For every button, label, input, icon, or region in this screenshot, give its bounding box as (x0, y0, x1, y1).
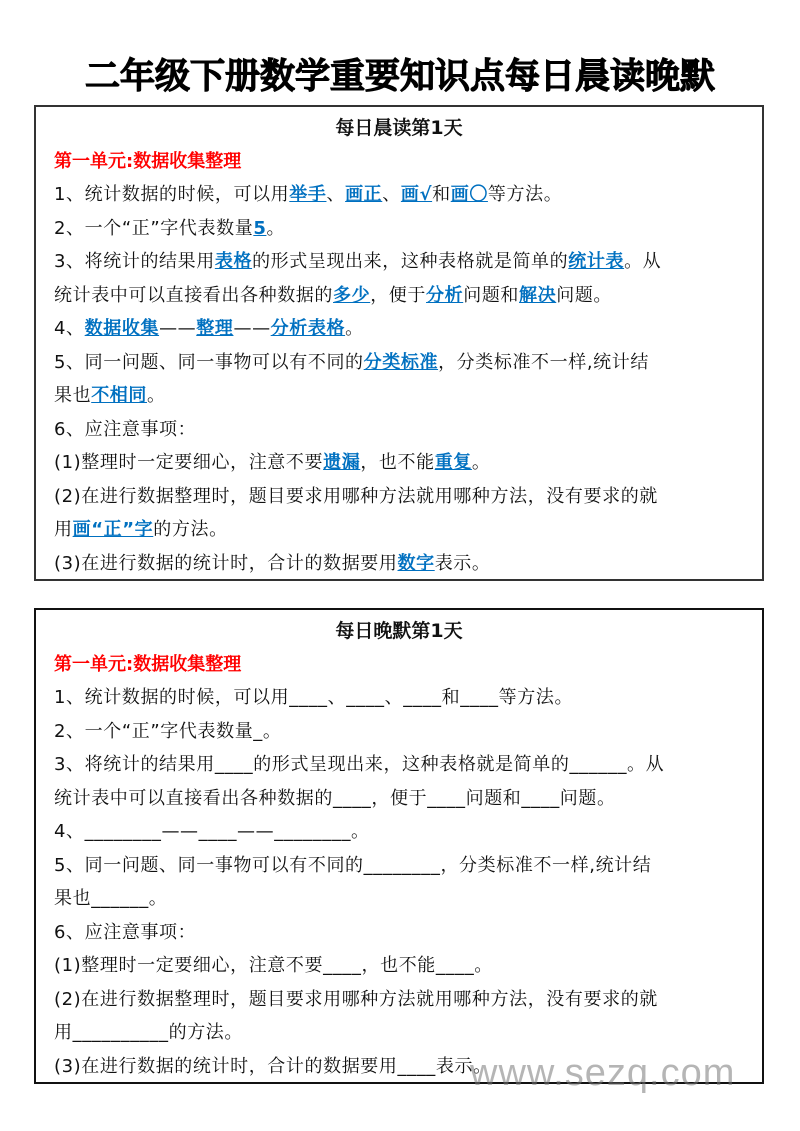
text-line (54, 916, 744, 950)
line-text: 表示。 (434, 552, 491, 574)
evening-recall-box (34, 608, 764, 1084)
answer-keyword: 举手 (289, 184, 327, 205)
answer-keyword: 整理 (196, 318, 234, 339)
text-line (54, 446, 744, 480)
answer-keyword: 表格 (214, 251, 253, 272)
evening-box-title: 每日晚默第1天 (335, 620, 463, 642)
text-line (54, 379, 744, 413)
text-line (54, 815, 744, 849)
answer-keyword: 数据收集 (84, 318, 160, 339)
line-text: ，便于 (370, 284, 427, 306)
line-text: 果也______。 (54, 888, 168, 909)
line-text: 的形式呈现出来，这种表格就是简单的 (252, 251, 569, 272)
page-title: 二年级下册数学重要知识点每日晨读晚默 (84, 57, 715, 97)
line-text: 1、统计数据的时候，可以用 (54, 184, 290, 205)
text-line (54, 681, 744, 715)
line-text: 5、同一问题、同一事物可以有不同的________，分类标准不一样,统计结 (54, 854, 652, 876)
answer-keyword: 分析表格 (270, 318, 346, 339)
text-line (54, 547, 744, 581)
answer-keyword: 重复 (434, 452, 472, 473)
text-line (54, 212, 744, 246)
line-text: 、 (382, 184, 401, 205)
text-line (54, 1016, 744, 1050)
line-text: 5、同一问题、同一事物可以有不同的 (54, 351, 364, 373)
answer-keyword: 画“正”字 (72, 519, 154, 540)
text-line (54, 949, 744, 983)
line-text: 用 (54, 519, 73, 540)
text-line (54, 346, 744, 380)
line-text: 问题。 (556, 284, 613, 306)
answer-keyword: 遗漏 (323, 452, 361, 473)
evening-lines (54, 681, 744, 1083)
text-line (54, 480, 744, 514)
line-text: (3)在进行数据的统计时，合计的数据要用 (54, 552, 398, 574)
text-line (54, 715, 744, 749)
line-text: (3)在进行数据的统计时，合计的数据要用____表示。 (54, 1055, 492, 1077)
text-line (54, 279, 744, 313)
line-text: 和 (432, 184, 451, 205)
line-text: (1)整理时一定要细心，注意不要____，也不能____。 (54, 955, 493, 976)
line-text: (2)在进行数据整理时，题目要求用哪种方法就用哪种方法，没有要求的就 (54, 988, 658, 1010)
answer-keyword: 数字 (397, 552, 435, 574)
morning-unit-heading: 第一单元:数据收集整理 (54, 151, 242, 172)
text-line (54, 983, 744, 1017)
line-text: 。 (471, 452, 491, 473)
morning-reading-box (34, 105, 764, 581)
line-text: 等方法。 (487, 184, 563, 205)
line-text: 2、一个“正”字代表数量_。 (54, 720, 282, 742)
text-line (54, 748, 744, 782)
line-text: 6、应注意事项： (54, 418, 197, 440)
line-text: 。 (147, 385, 166, 406)
text-line (54, 849, 744, 883)
line-text: 4、 (54, 318, 85, 339)
watermark: www.sezq.com (470, 1052, 736, 1094)
line-text: —— (233, 318, 271, 339)
answer-keyword: 画正 (345, 184, 383, 205)
line-text: —— (159, 318, 197, 339)
line-text: ，也不能 (360, 452, 435, 473)
text-line (54, 413, 744, 447)
line-text: 用__________的方法。 (54, 1022, 243, 1043)
morning-lines (54, 178, 744, 580)
line-text: 统计表中可以直接看出各种数据的 (54, 284, 333, 306)
line-text: 。从 (624, 251, 662, 272)
answer-keyword: 不相同 (91, 385, 148, 406)
answer-keyword: 分析 (426, 284, 464, 306)
text-line (54, 882, 744, 916)
morning-box-title: 每日晨读第1天 (335, 117, 463, 139)
text-line (54, 178, 744, 212)
line-text: 的方法。 (153, 519, 228, 540)
line-text: 1、统计数据的时候，可以用____、____、____和____等方法。 (54, 687, 574, 708)
answer-keyword: 画√ (400, 184, 433, 205)
line-text: 果也 (54, 385, 92, 406)
text-line (54, 513, 744, 547)
line-text: (2)在进行数据整理时，题目要求用哪种方法就用哪种方法，没有要求的就 (54, 485, 658, 507)
text-line (54, 312, 744, 346)
line-text: 3、将统计的结果用 (54, 251, 215, 272)
answer-keyword: 分类标准 (363, 351, 439, 373)
line-text: 统计表中可以直接看出各种数据的____，便于____问题和____问题。 (54, 787, 616, 809)
answer-keyword: 解决 (519, 284, 557, 306)
evening-unit-heading: 第一单元:数据收集整理 (54, 654, 242, 675)
line-text: 4、________——____——________。 (54, 821, 370, 842)
line-text: (1)整理时一定要细心，注意不要 (54, 452, 324, 473)
line-text: 。 (345, 318, 364, 339)
answer-keyword: 多少 (333, 284, 371, 306)
line-text: 6、应注意事项： (54, 921, 197, 943)
line-text: 、 (326, 184, 346, 205)
answer-keyword: 5 (253, 217, 267, 239)
text-line (54, 245, 744, 279)
line-text: ，分类标准不一样,统计结 (438, 351, 649, 373)
line-text: 问题和 (463, 284, 520, 306)
answer-keyword: 画〇 (450, 184, 488, 205)
answer-keyword: 统计表 (568, 251, 625, 272)
line-text: 。 (266, 217, 286, 239)
line-text: 3、将统计的结果用____的形式呈现出来，这种表格就是简单的______。从 (54, 754, 665, 775)
line-text: 2、一个“正”字代表数量 (54, 217, 254, 239)
text-line (54, 782, 744, 816)
